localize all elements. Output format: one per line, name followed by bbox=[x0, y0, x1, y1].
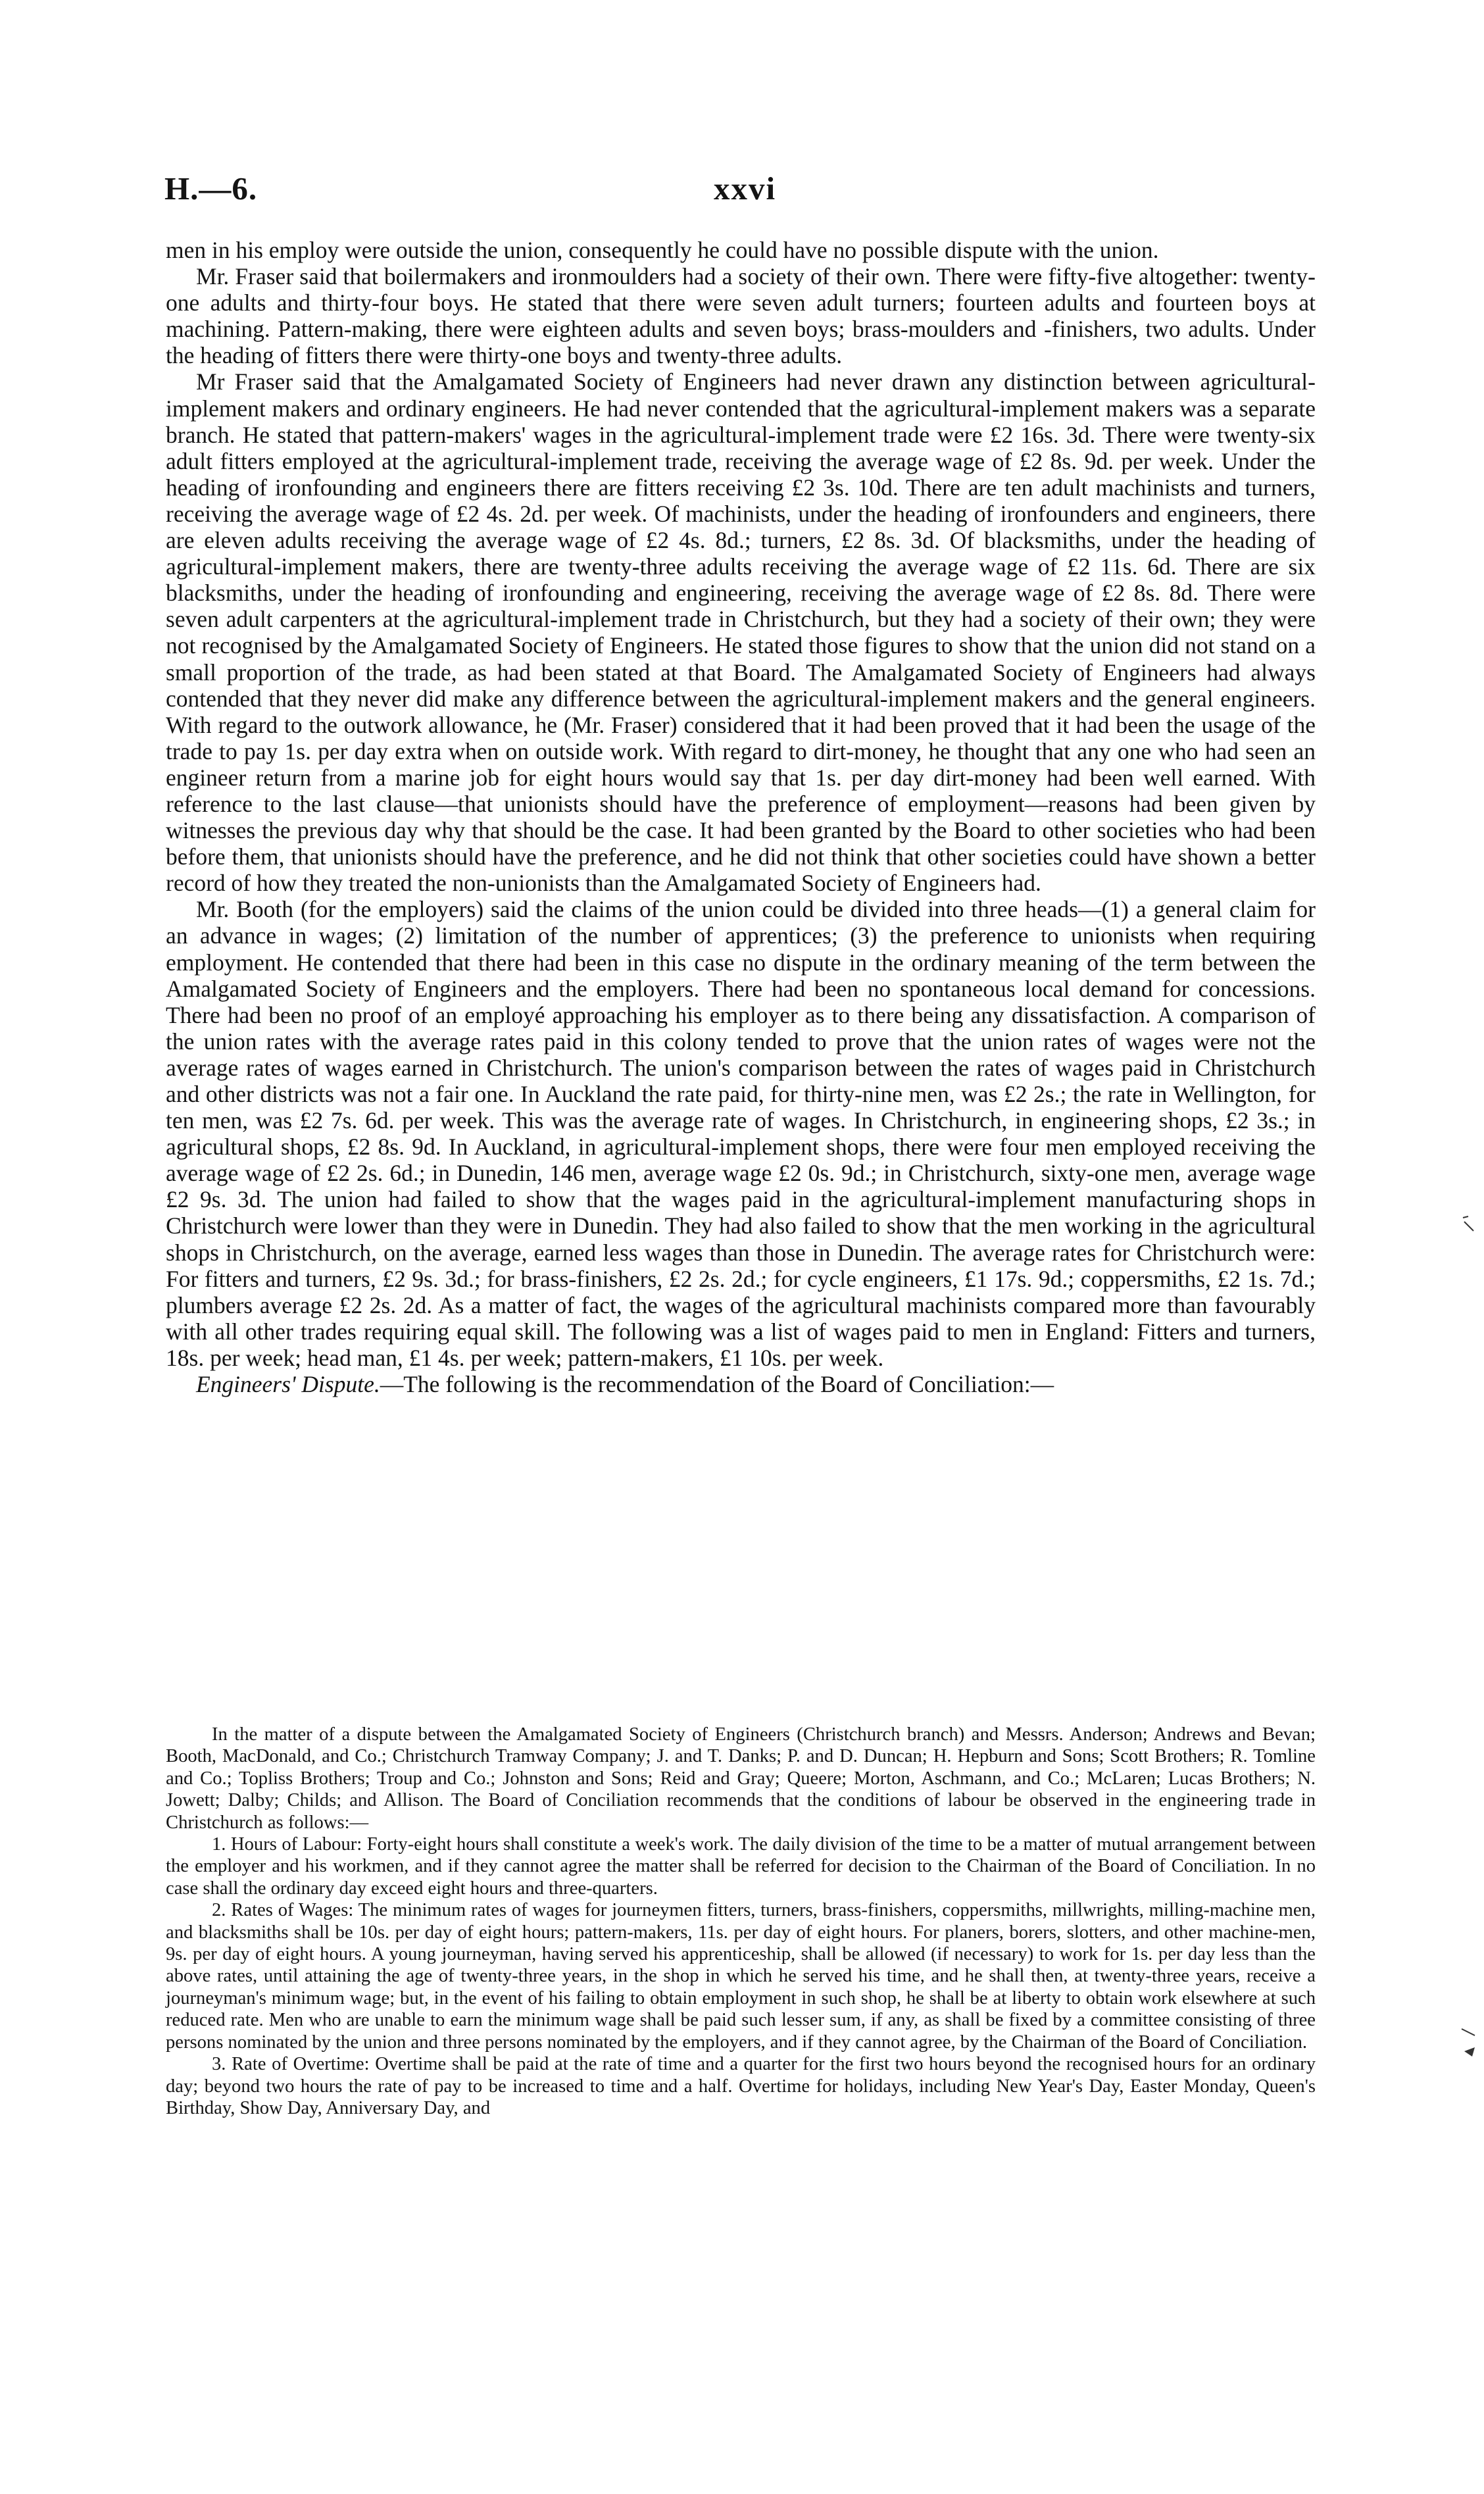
margin-mark-middle bbox=[1460, 1214, 1476, 1234]
recommendation-intro: In the matter of a dispute between the Amalgamated Society of Engineers (Christchurch branch) and Messrs. Anderson; Andrews and Bevan; Booth, MacDonald, and Co.; Christchurch Tramway Company; J. and T. Danks; P. and D. Duncan; H. Hepburn and Sons; Scott Brothers; R. Tomline and Co.; Topliss Brothers; Troup and Co.; Johnston and Sons; Reid and Gray; Queere; Morton, Aschmann, and Co.; McLaren; Lucas Brothers; N. Jowett; Dalby; Childs; and Allison. The Board of Conciliation recommends that the conditions of labour be observed in the engineering trade in Christchurch as follows:— bbox=[166, 1724, 1316, 1833]
page-reference: H.—6. bbox=[164, 170, 258, 207]
paragraph-continuation: men in his employ were outside the union, consequently he could have no possible dispute with the union. bbox=[166, 237, 1159, 263]
paragraph-booth-employers: Mr. Booth (for the employers) said the claims of the union could be divided into three heads—(1) a general claim for an advance in wages; (2) limitation of the number of apprentices; (3) the preference to unionists when requiring employment. He contended that there had been in this case no dispute in the ordinary meaning of the term between the Amalgamated Society of Engineers and the employers. There had been no spontaneous local demand for concessions. There had been no proof of an employé approaching his employer as to there being any dissatisfaction. A comparison of the union rates with the average rates paid in this colony tended to prove that the union rates of wages were not the average rates of wages earned in Christchurch. The union's comparison between the rates of wages paid in Christchurch and other districts was not a fair one. In Auckland the rate paid, for thirty-nine men, was £2 2s.; the rate in Wellington, for ten men, was £2 7s. 6d. per week. This was the average rate of wages. In Christchurch, in engineering shops, £2 3s.; in agricultural shops, £2 8s. 9d. In Auckland, in agricultural-implement shops, there were four men employed receiving the average wage of £2 2s. 6d.; in Dunedin, 146 men, average wage £2 0s. 9d.; in Christchurch, sixty-one men, average wage £2 9s. 3d. The union had failed to show that the wages paid in the agricultural-implement manufacturing shops in Christchurch were lower than they were in Dunedin. They had also failed to show that the men working in the agricultural shops in Christchurch, on the average, earned less wages than those in Dunedin. The average rates for Christchurch were: For fitters and turners, £2 9s. 3d.; for brass-finishers, £2 2s. 2d.; for cycle engineers, £1 17s. 9d.; coppersmiths, £2 1s. 7d.; plumbers average £2 2s. 2d. As a matter of fact, the wages of the agricultural machinists compared more than favourably with all other trades requiring equal skill. The following was a list of wages paid to men in England: Fitters and turners, 18s. per week; head man, £1 4s. per week; pattern-makers, £1 10s. per week. bbox=[166, 896, 1316, 1371]
recommendation-rate-of-overtime: 3. Rate of Overtime: Overtime shall be paid at the rate of time and a quarter for the first two hours beyond the recognised hours for an ordinary day; beyond two hours the rate of pay to be increased to time and a half. Overtime for holidays, including New Year's Day, Easter Monday, Queen's Birthday, Show Day, Anniversary Day, and bbox=[166, 2054, 1316, 2118]
paragraph-engineers-dispute bbox=[166, 1371, 1316, 1397]
margin-mark-lower bbox=[1460, 2026, 1477, 2059]
engineers-dispute-heading: Engineers' Dispute. bbox=[196, 1371, 380, 1398]
body-text bbox=[166, 237, 1316, 1397]
recommendation-rates-of-wages: 2. Rates of Wages: The minimum rates of wages for journeymen fitters, turners, brass-finishers, coppersmiths, millwrights, milling-machine men, and blacksmiths shall be 10s. per day of eight hours; pattern-makers, 11s. per day of eight hours. For planers, borers, slotters, and other machine-men, 9s. per day of eight hours. A young journeyman, having served his apprenticeship, shall be allowed (if necessary) to work for 1s. per day less than the above rates, until attaining the age of twenty-three years, in the shop in which he served his time, and he shall then, at twenty-three years, receive a journeyman's minimum wage; but, in the event of his failing to obtain employment in such shop, he shall be at liberty to obtain work elsewhere at such reduced rate. Men who are unable to earn the minimum wage shall be paid such lesser sum, if any, as shall be fixed by a committee consisting of three persons nominated by the union and three persons nominated by the employers, and if they cannot agree, by the Chairman of the Board of Conciliation. bbox=[166, 1900, 1316, 2053]
board-recommendation bbox=[166, 1724, 1316, 2119]
page-number: xxvi bbox=[714, 170, 777, 207]
recommendation-hours-of-labour: 1. Hours of Labour: Forty-eight hours shall constitute a week's work. The daily division of the time to be a matter of mutual arrangement between the employer and his workmen, and if they cannot agree the matter shall be referred for decision to the Chairman of the Board of Conciliation. In no case shall the ordinary day exceed eight hours and three-quarters. bbox=[166, 1834, 1316, 1899]
paragraph-fraser-wages: Mr Fraser said that the Amalgamated Society of Engineers had never drawn any distinction between agricultural-implement makers and ordinary engineers. He had never contended that the agricultural-implement makers was a separate branch. He stated that pattern-makers' wages in the agricultural-implement trade were £2 16s. 3d. There were twenty-six adult fitters employed at the agricultural-implement trade, receiving the average wage of £2 8s. 9d. per week. Under the heading of ironfounding and engineers there are fitters receiving £2 3s. 10d. There are ten adult machinists and turners, receiving the average wage of £2 4s. 2d. per week. Of machinists, under the heading of ironfounders and engineers, there are eleven adults receiving the average wage of £2 4s. 8d.; turners, £2 8s. 3d. Of blacksmiths, under the heading of agricultural-implement makers, there are twenty-three adults receiving the average wage of £2 11s. 6d. There are six blacksmiths, under the heading of ironfounding and engineering, receiving the average wage of £2 8s. 8d. There were seven adult carpenters at the agricultural-implement trade in Christchurch, but they had a society of their own; they were not recognised by the Amalgamated Society of Engineers. He stated those figures to show that the union did not stand on a small proportion of the trade, as had been stated at that Board. The Amalgamated Society of Engineers had always contended that they never did make any difference between the agricultural-implement makers and the general engineers. With regard to the outwork allowance, he (Mr. Fraser) considered that it had been proved that it had been the usage of the trade to pay 1s. per day extra when on outside work. With regard to dirt-money, he thought that any one who had seen an engineer return from a marine job for eight hours would say that 1s. per day dirt-money had been well earned. With reference to the last clause—that unionists should have the preference of employment—reasons had been given by witnesses the previous day why that should be the case. It had been granted by the Board to other societies who had been before them, that unionists should have the preference, and he did not think that other societies could have shown a better record of how they treated the non-unionists than the Amalgamated Society of Engineers had. bbox=[166, 368, 1316, 897]
paragraph-fraser-society: Mr. Fraser said that boilermakers and ironmoulders had a society of their own. There were fifty-five altogether: twenty-one adults and thirty-four boys. He stated that there were seven adult turners; fourteen adults and fourteen boys at machining. Pattern-making, there were eighteen adults and seven boys; brass-moulders and -finishers, two adults. Under the heading of fitters there were thirty-one boys and twenty-three adults. bbox=[166, 263, 1316, 369]
engineers-dispute-intro: —The following is the recommendation of the Board of Conciliation:— bbox=[380, 1371, 1054, 1398]
